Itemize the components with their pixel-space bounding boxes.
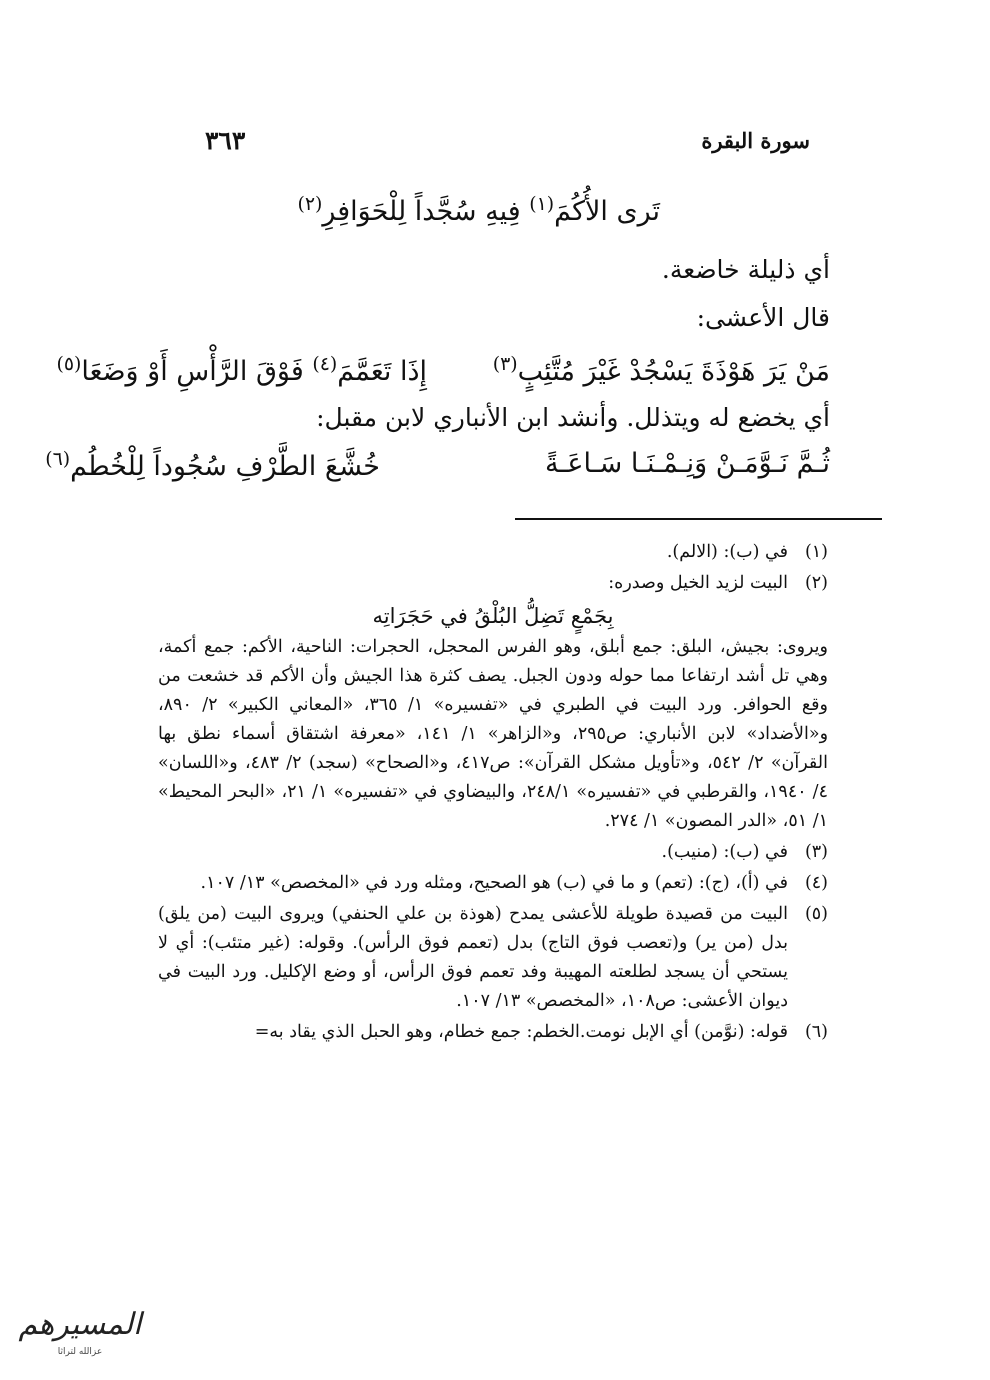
- footnote-text: في (ب): (منيب).: [661, 842, 788, 862]
- footnote-marker: (٣): [804, 842, 828, 862]
- footnote-marker: (٤): [804, 873, 828, 893]
- prose-line: قال الأعشى:: [696, 303, 830, 332]
- verse-text: فَوْقَ الرَّأْسِ أَوْ وَضَعَا: [81, 356, 313, 387]
- footnotes: [158, 538, 828, 1049]
- verse-hemistich-second: [56, 353, 427, 387]
- svg-text:عزالله لتراثا: عزالله لتراثا: [57, 1347, 103, 1357]
- publisher-logo: [12, 1298, 147, 1360]
- verse-text: مَنْ يَرَ هَوْذَةَ يَسْجُدْ غَيْرَ مُتَّئِبٍ: [517, 356, 830, 387]
- footnote-text: قوله: (نوَّمن) أي الإبل نومت.الخطم: جمع خطام، وهو الحبل الذي يقاد به=: [254, 1022, 788, 1042]
- footnote-ref: (٥): [56, 353, 82, 375]
- verse-text: خُشَّعَ الطَّرْفِ سُجُوداً لِلْخُطُم: [70, 451, 380, 482]
- prose-line: أي ذليلة خاضعة.: [661, 255, 830, 284]
- footnote-text: ويروى: بجيش، البلق: جمع أبلق، وهو الفرس المحجل، الحجرات: الناحية، الأكم: جمع أكمة، وهي تل أشد ارتفاعا مما حوله ودون الجبل. يصف كثرة هذا الجيش وأن الأكم قد خشعت من وقع الحوافر. ورد البيت في الطبري في «تفسيره» ١/ ٣٦٥، «المعاني الكبير» ٢/ ٨٩٠، و«الأضداد» لابن الأنباري: ص٢٩٥، و«الزاهر» ١/ ١٤١، «معرفة اشتقاق أسماء نطق بها القرآن» ٢/ ٥٤٢، و«تأويل مشكل القرآن»: ص٤١٧، و«الصحاح» (سجد) ٢/ ٤٨٣، و«اللسان» ٤/ ١٩٤٠، والقرطبي في «تفسيره» ٢٤٨/١، والبيضاوي في «تفسيره» ١/ ٢١، «البحر المحيط» ١/ ٥١، «الدر المصون» ١/ ٢٧٤.: [158, 637, 829, 831]
- footnote-5: [158, 900, 828, 1016]
- footnote-1: [158, 538, 828, 567]
- footnote-text: البيت لزيد الخيل وصدره:: [608, 573, 788, 593]
- footnote-2-continuation: [158, 633, 828, 836]
- footnote-text: في (ب): (الالم).: [666, 542, 788, 562]
- verse-text: فِيهِ سُجَّداً لِلْحَوَافِرِ: [322, 196, 530, 227]
- page-number: ٣٦٣: [205, 126, 246, 155]
- footnote-ref: (١): [529, 193, 555, 215]
- verse-hemistich-first: [493, 353, 830, 387]
- footnote-6: [158, 1018, 828, 1047]
- footnote-3: [158, 838, 828, 867]
- footnote-ref: (٣): [492, 353, 518, 375]
- footnote-marker: (٦): [804, 1022, 828, 1042]
- footnote-separator: [515, 518, 882, 520]
- footnote-text: في (أ)، (ج): (تعم) و ما في (ب) هو الصحيح، ومثله ورد في «المخصص» ١٣/ ١٠٧.: [200, 873, 788, 893]
- footnote-ref: (٢): [297, 193, 323, 215]
- verse-text: تَرى الأُكُمَ: [554, 196, 660, 227]
- verse-line-1: [297, 193, 660, 227]
- footnote-marker: (١): [804, 542, 828, 562]
- footnote-4: [158, 869, 828, 898]
- footnote-text: البيت من قصيدة طويلة للأعشى يمدح (هوذة بن علي الحنفي) ويروى البيت (من يلق) بدل (من ير) و(تعصب فوق التاج) بدل (تعمم فوق الرأس). وقوله: (غير متئب): أي لا يستحي أن يسجد لطلعته المهيبة وفد تعمم فوق الرأس، أو وضع الإكليل. ورد البيت في ديوان الأعشى: ص١٠٨، «المخصص» ١٣/ ١٠٧.: [158, 904, 788, 1011]
- footnote-ref: (٦): [45, 448, 71, 470]
- verse-text: إِذَا تَعَمَّمَ: [337, 356, 427, 387]
- footnote-2: [158, 569, 828, 598]
- svg-text:المسيرهم: المسيرهم: [18, 1307, 142, 1342]
- footnote-marker: (٥): [804, 904, 828, 924]
- verse-hemistich-first: ثُـمَّ نَـوَّمَـنْ وَنِـمْـنَـا سَـاعَـةً: [545, 448, 830, 479]
- footnote-verse: بِجَمْعٍ تَضِلُّ البُلْقُ في حَجَرَاتِه: [372, 604, 614, 628]
- footnote-marker: (٢): [804, 573, 828, 593]
- running-header-surah: سورة البقرة: [701, 128, 810, 153]
- prose-line: أي يخضع له ويتذلل. وأنشد ابن الأنباري لابن مقبل:: [316, 403, 830, 432]
- footnote-ref: (٤): [312, 353, 338, 375]
- verse-hemistich-second: [45, 448, 380, 482]
